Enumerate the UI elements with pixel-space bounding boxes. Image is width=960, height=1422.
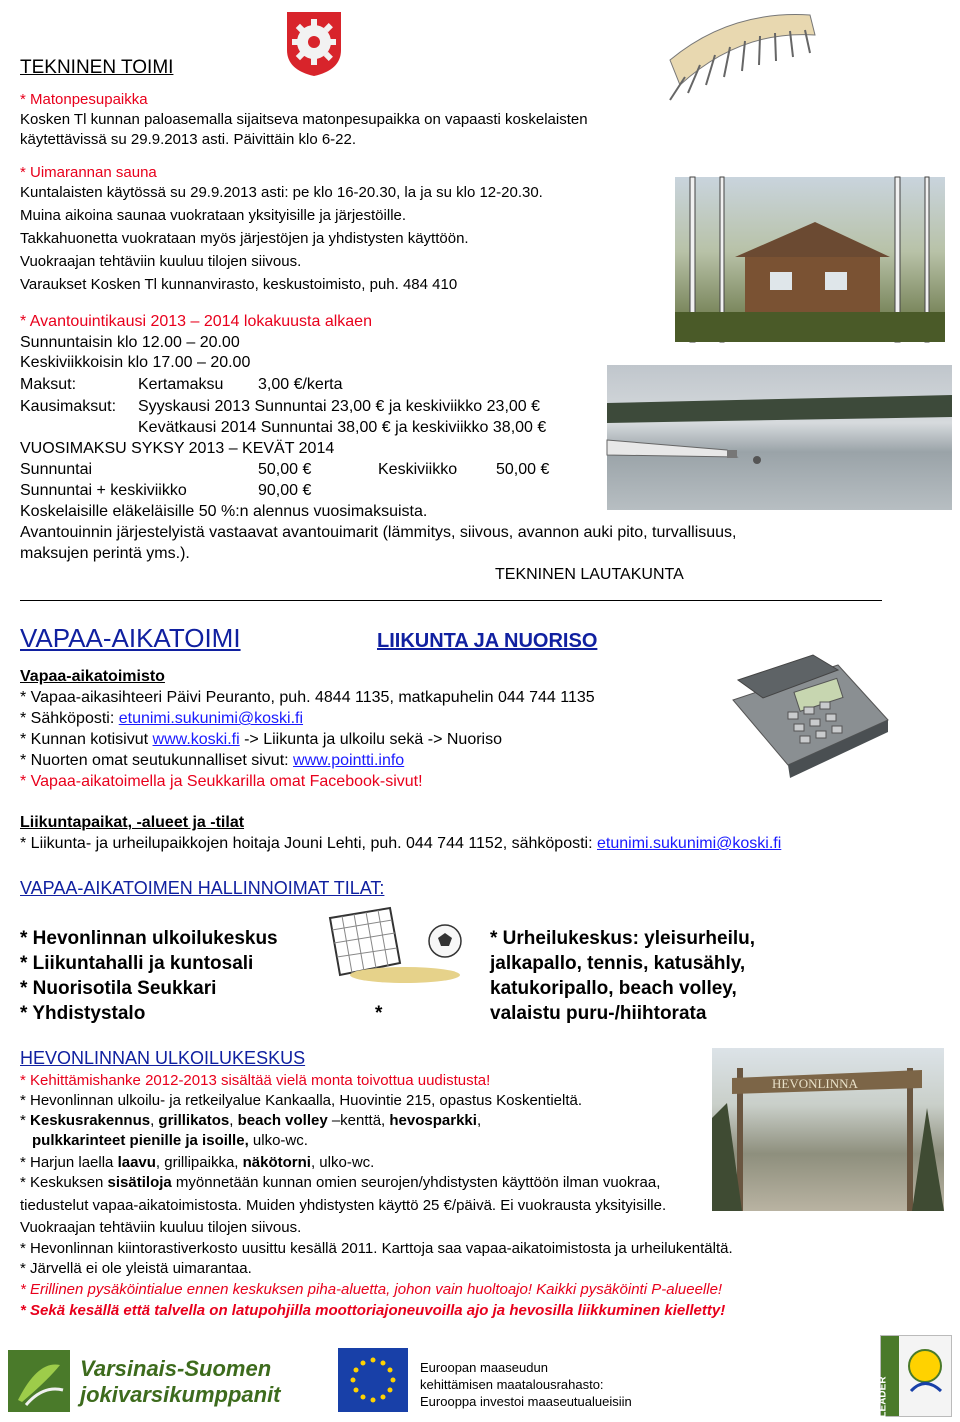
- signature: TEKNINEN LAUTAKUNTA: [495, 566, 684, 583]
- email-link[interactable]: etunimi.sukunimi@koski.fi: [118, 710, 304, 727]
- varsinais-text: Varsinais-Suomen: [80, 1356, 272, 1381]
- maksut-value: 3,00 €/kerta: [258, 376, 343, 393]
- maksut-label: Maksut:: [20, 376, 77, 393]
- harju-mid: , grillipaikka,: [155, 1154, 243, 1171]
- sis-bold: sisätiloja: [107, 1174, 172, 1191]
- keskus-bold-1: Keskusrakennus: [30, 1112, 151, 1129]
- vapaa-sub-1: Vapaa-aikatoimisto: [20, 668, 165, 685]
- kausi-line: Syyskausi 2013 Sunnuntai 23,00 € ja keskiviikko 23,00 €: [138, 398, 541, 415]
- keskus-bold-4: hevosparkki: [389, 1112, 477, 1129]
- avanto-heading: * Avantouintikausi 2013 – 2014 lokakuusta alkaen: [20, 313, 372, 330]
- facility-item: * Nuorisotila Seukkari: [20, 978, 217, 999]
- arrange-line: maksujen perintä yms.).: [20, 545, 190, 562]
- avanto-time: Sunnuntaisin klo 12.00 – 20.00: [20, 334, 240, 351]
- harju-end: , ulko-wc.: [310, 1154, 375, 1171]
- vuosi-label: Sunnuntai: [20, 461, 93, 478]
- email-prefix: * Sähköposti:: [20, 710, 119, 727]
- youth-prefix: * Nuorten omat seutukunnalliset sivut:: [20, 752, 294, 769]
- vapaa-sub-2: Liikuntapaikat, -alueet ja -tilat: [20, 814, 245, 831]
- vapaa-line: * Vapaa-aikasihteeri Päivi Peuranto, puh. 4844 1135, matkapuhelin 044 744 1135: [20, 689, 595, 706]
- sis-rest: myönnetään kunnan omien seurojen/yhdistysten käyttöön ilman vuokraa,: [171, 1174, 661, 1191]
- facility-item-right: jalkapallo, tennis, katusähly,: [490, 953, 746, 974]
- vuosi-label: Sunnuntai + keskiviikko: [20, 482, 187, 499]
- contact-prefix: * Liikunta- ja urheilupaikkojen hoitaja Jouni Lehti, puh. 044 744 1152, sähköposti:: [20, 835, 597, 852]
- harju-prefix: * Harjun laella: [20, 1154, 118, 1171]
- liikunta-contact-line: [20, 834, 781, 854]
- hevonlinna-sign-text: HEVONLINNA: [772, 1076, 858, 1091]
- vapaa-title: VAPAA-AIKATOIMI: [20, 623, 241, 653]
- facility-item: * Yhdistystalo: [20, 1003, 146, 1024]
- sis-prefix: * Keskuksen: [20, 1174, 108, 1191]
- sauna-line: Varaukset Kosken Tl kunnanvirasto, keskustoimisto, puh. 484 410: [20, 276, 458, 293]
- hevonlinna-dev-line: * Kehittämishanke 2012-2013 sisältää vielä monta toivottua uudistusta!: [20, 1072, 491, 1089]
- eu-text-3: Eurooppa investoi maaseutualueisiin: [420, 1394, 632, 1409]
- vuosi-value: 90,00 €: [258, 482, 312, 499]
- section-divider: [20, 600, 882, 601]
- eu-text-1: Euroopan maaseudun: [420, 1360, 548, 1375]
- vuosi-value: 50,00 €: [258, 461, 312, 478]
- coat-of-arms: [285, 10, 343, 78]
- facility-item: * Hevonlinnan ulkoilukeskus: [20, 928, 278, 949]
- mat-line-1: Kosken Tl kunnan paloasemalla sijaitseva matonpesupaikka on vapaasti koskelaisten: [20, 111, 588, 128]
- hevonlinna-lake-line: * Järvellä ei ole yleistä uimarantaa.: [20, 1260, 252, 1277]
- sauna-line: Takkahuonetta vuokrataan myös järjestöjen ja yhdistysten käyttöön.: [20, 230, 469, 247]
- keskus-bold-3: beach volley: [237, 1112, 328, 1129]
- varsinais-logo: [8, 1350, 318, 1412]
- hevonlinna-sis-line-3: Vuokraajan tehtäviin kuuluu tilojen siivous.: [20, 1219, 302, 1236]
- leader-text: LEADER: [877, 1376, 889, 1418]
- hallinnoimat-title: VAPAA-AIKATOIMEN HALLINNOIMAT TILAT:: [20, 878, 385, 898]
- hevonlinna-photo: [712, 1048, 944, 1211]
- home-prefix: * Kunnan kotisivut: [20, 731, 153, 748]
- vapaa-home-line: [20, 730, 502, 750]
- liikunta-title: LIIKUNTA JA NUORISO: [377, 630, 598, 652]
- sauna-line: Muina aikoina saunaa vuokrataan yksityisille ja järjestöille.: [20, 207, 407, 224]
- home-suffix: -> Liikunta ja ulkoilu sekä -> Nuoriso: [239, 731, 503, 748]
- harju-bold-1: laavu: [117, 1154, 156, 1171]
- keskus-end: ulko-wc.: [248, 1132, 308, 1149]
- hevonlinna-motor-line: * Sekä kesällä että talvella on latupohjilla moottoriajoneuvoilla ajo ja hevosilla liikkuminen kielletty!: [20, 1302, 726, 1319]
- jokivarsi-text: jokivarsikumppanit: [80, 1382, 281, 1407]
- vapaa-youth-line: [20, 751, 404, 771]
- mat-line-2: käytettävissä su 29.9.2013 asti. Päivittäin klo 6-22.: [20, 131, 357, 148]
- brush-image: [660, 5, 820, 105]
- arrange-line: Avantouinnin järjestelyistä vastaavat avantouimarit (lämmitys, siivous, avannon auki pito, turvallisuus,: [20, 524, 737, 541]
- mat-heading: * Matonpesupaikka: [20, 91, 148, 108]
- hevonlinna-title: HEVONLINNAN ULKOILUKESKUS: [20, 1048, 306, 1068]
- harju-bold-2: näkötorni: [242, 1154, 311, 1171]
- leader-logo: [877, 1335, 952, 1418]
- eu-flag: [338, 1348, 408, 1412]
- vuosi-value: 50,00 €: [496, 461, 550, 478]
- kausi-label: Kausimaksut:: [20, 398, 117, 415]
- discount-line: Koskelaisille eläkeläisille 50 %:n alennus vuosimaksuista.: [20, 503, 428, 520]
- kausi-line: Kevätkausi 2014 Sunnuntai 38,00 € ja keskiviikko 38,00 €: [138, 419, 547, 436]
- hevonlinna-orient-line: * Hevonlinnan kiintorastiverkosto uusittu kesällä 2011. Karttoja saa vapaa-aikatoimistosta ja urheilukentältä.: [20, 1240, 733, 1257]
- pier-photo: [607, 365, 952, 510]
- sauna-photo: [675, 177, 945, 342]
- goal-image: [320, 903, 470, 988]
- vuosi-heading: VUOSIMAKSU SYKSY 2013 – KEVÄT 2014: [20, 440, 335, 457]
- hevonlinna-sis-line: [20, 1173, 660, 1193]
- sauna-heading: * Uimarannan sauna: [20, 164, 157, 181]
- home-link[interactable]: www.koski.fi: [152, 731, 240, 748]
- avanto-time: Keskiviikkoisin klo 17.00 – 20.00: [20, 354, 251, 371]
- facility-item-right: * Urheilukeskus: yleisurheilu,: [490, 928, 756, 949]
- hevonlinna-pulkka-line: [32, 1131, 308, 1151]
- contact-email-link[interactable]: etunimi.sukunimi@koski.fi: [597, 835, 782, 852]
- hevonlinna-park-line: * Erillinen pysäköintialue ennen keskuksen piha-aluetta, johon vain huoltoajo! Kaikki pysäköinti P-alueelle!: [20, 1281, 723, 1298]
- facility-star: *: [375, 1003, 383, 1024]
- vapaa-email-line: [20, 709, 303, 729]
- sauna-line: Kuntalaisten käytössä su 29.9.2013 asti: pe klo 16-20.30, la ja su klo 12-20.30.: [20, 184, 543, 201]
- facebook-line: * Vapaa-aikatoimella ja Seukkarilla omat Facebook-sivut!: [20, 773, 423, 790]
- hevonlinna-harju-line: [20, 1153, 374, 1173]
- vuosi-label: Keskiviikko: [378, 461, 458, 478]
- tekninen-title: TEKNINEN TOIMI: [20, 57, 174, 78]
- facility-item-right: valaistu puru-/hiihtorata: [490, 1003, 707, 1024]
- hevonlinna-addr-line: * Hevonlinnan ulkoilu- ja retkeilyalue Kankaalla, Huovintie 215, opastus Koskentieltä.: [20, 1092, 583, 1109]
- facility-item: * Liikuntahalli ja kuntosali: [20, 953, 254, 974]
- hevonlinna-sis-line-2: tiedustelut vapaa-aikatoimistosta. Muiden yhdistysten käyttö 25 €/päivä. Ei vuokrausta yksityisille.: [20, 1197, 667, 1214]
- keskus-bold-2: grillikatos: [158, 1112, 230, 1129]
- maksut-name: Kertamaksu: [138, 376, 224, 393]
- sauna-line: Vuokraajan tehtäviin kuuluu tilojen siivous.: [20, 253, 302, 270]
- facility-item-right: katukoripallo, beach volley,: [490, 978, 737, 999]
- keskus-bold-5: pulkkarinteet pienille ja isoille,: [32, 1132, 249, 1149]
- keskus-mid: –kenttä,: [327, 1112, 390, 1129]
- phone-image: [718, 640, 898, 790]
- eu-text-2: kehittämisen maatalousrahasto:: [420, 1377, 604, 1392]
- youth-link[interactable]: www.pointti.info: [293, 752, 405, 769]
- hevonlinna-keskus-line: * Keskusrakennus, grillikatos, beach volley –kenttä, hevosparkki,: [20, 1112, 482, 1129]
